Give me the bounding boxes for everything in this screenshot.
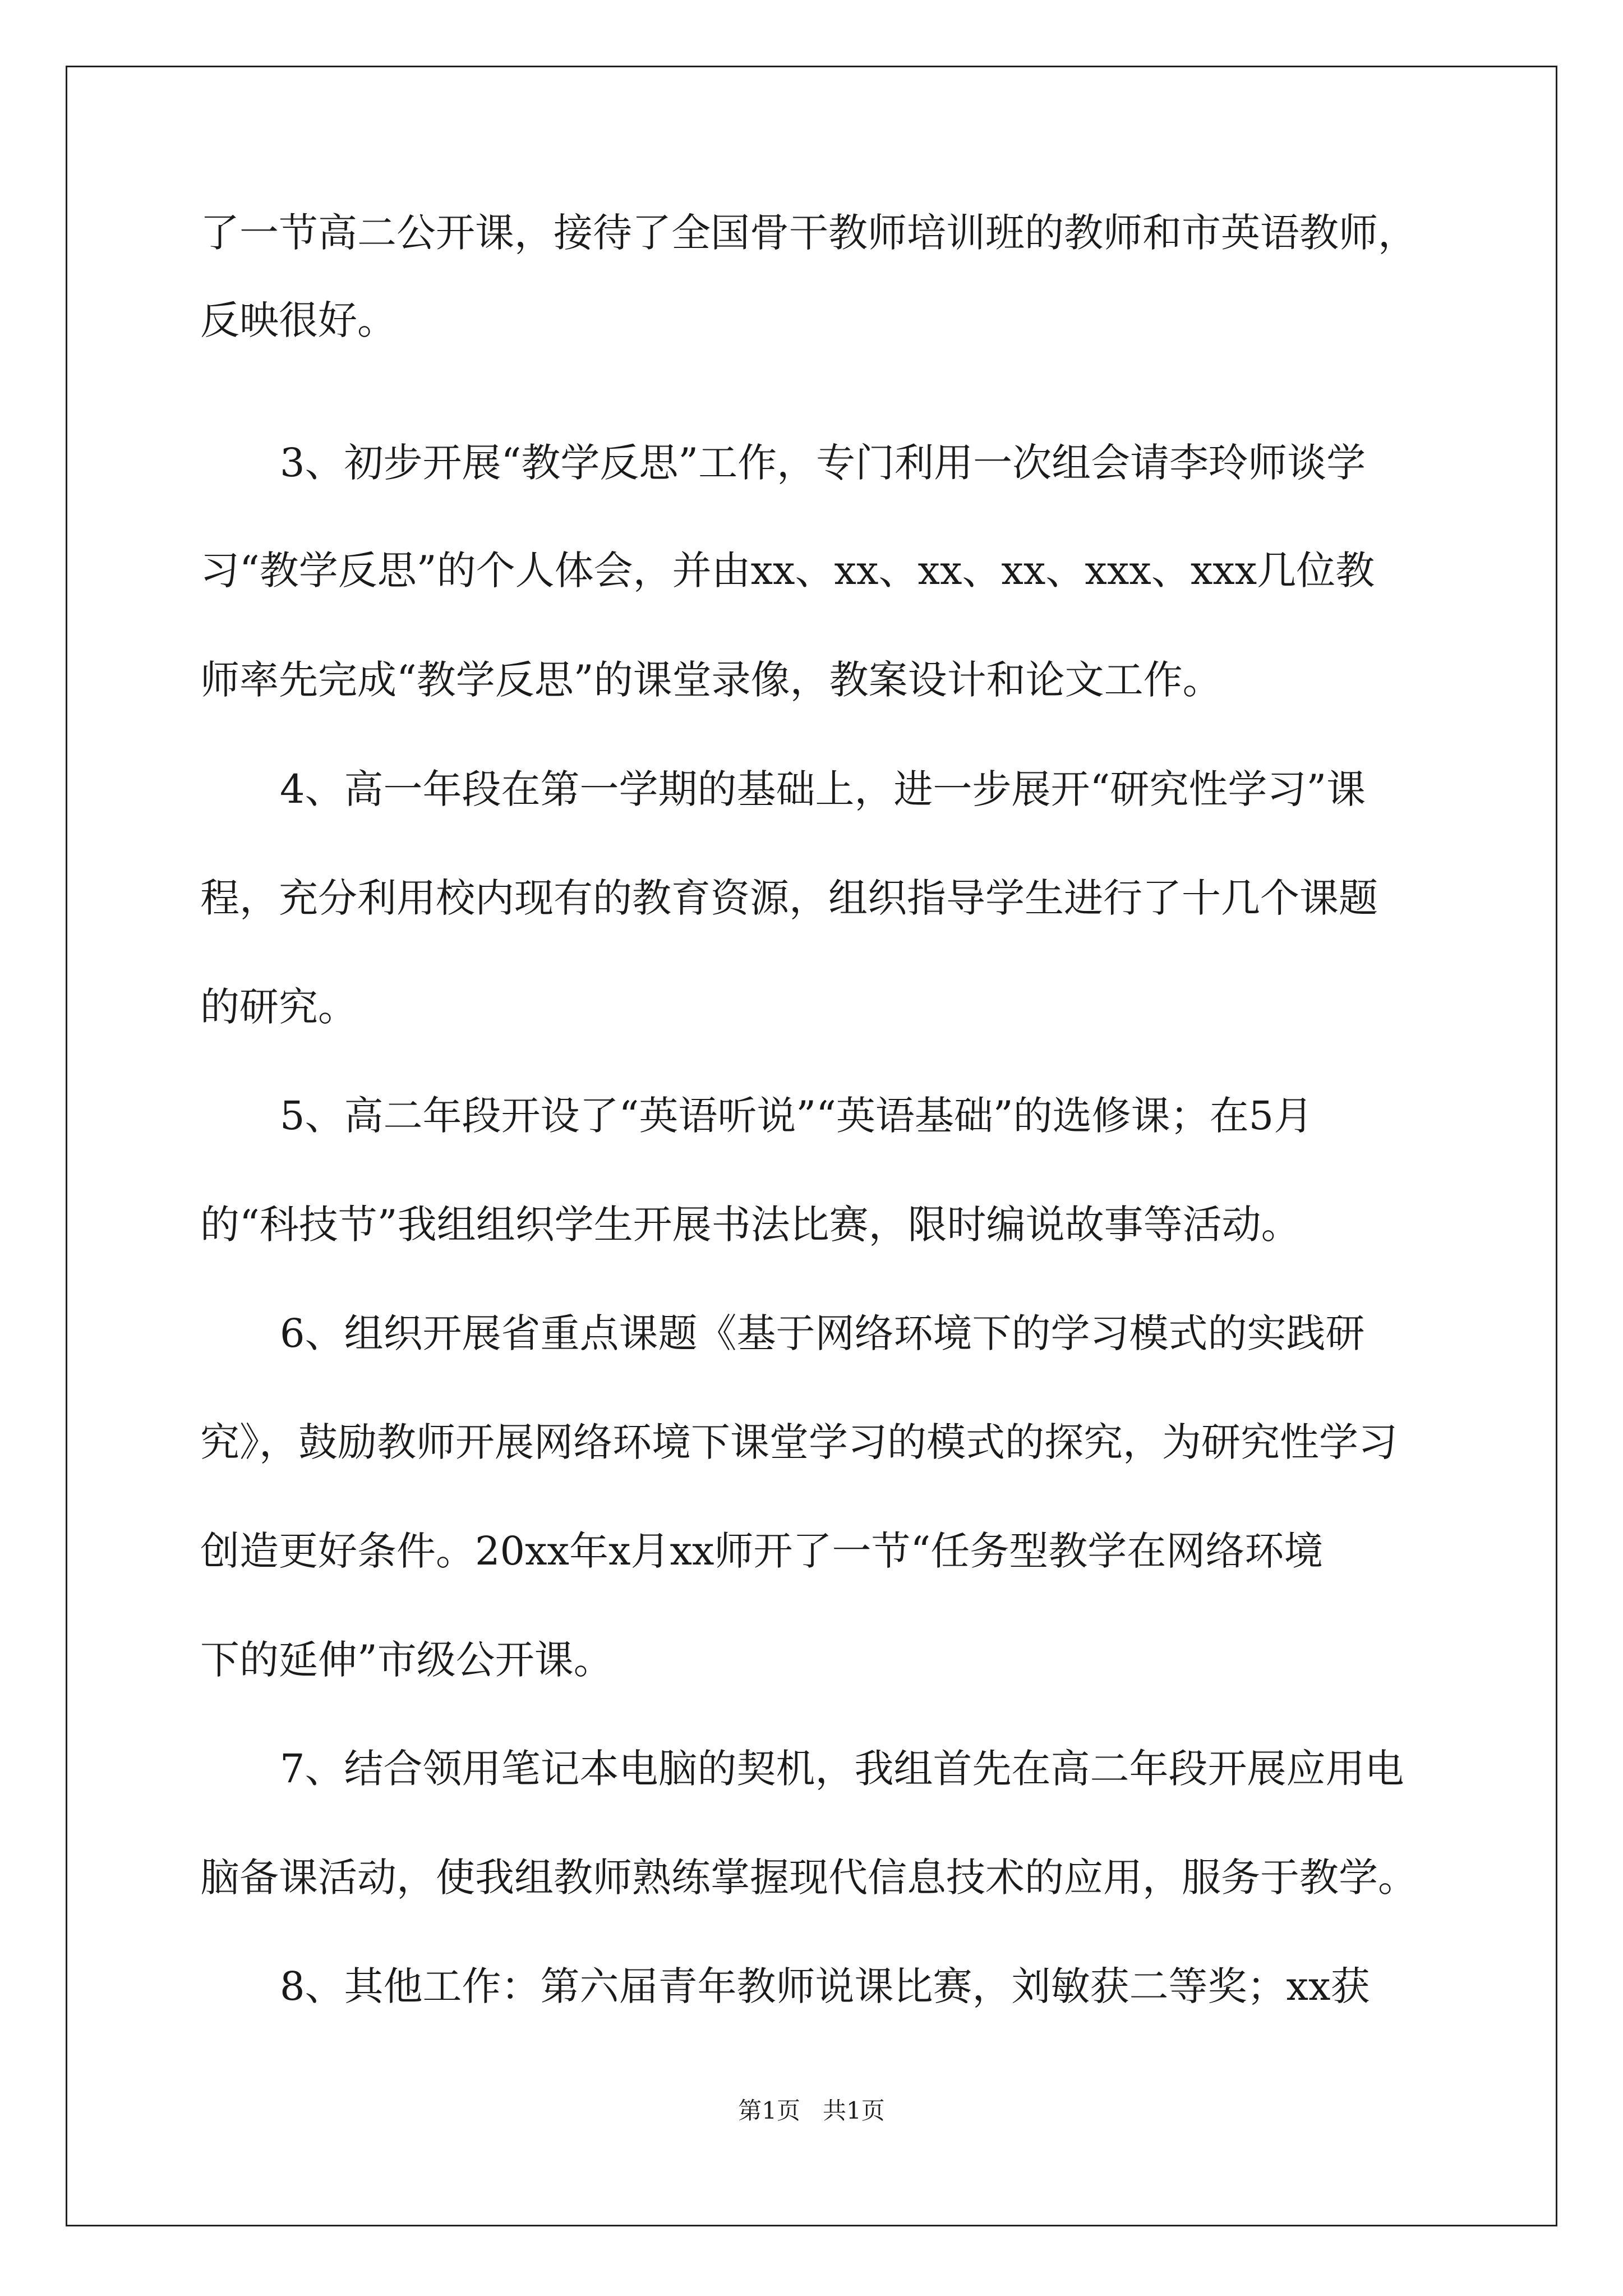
text-line: 了一节高二公开课，接待了全国骨干教师培训班的教师和市英语教师， — [200, 210, 1417, 256]
text-line: 习“教学反思”的个人体会，并由xx、xx、xx、xx、xxx、xxx几位教 — [200, 547, 1375, 593]
paragraph-7-line-1: 7、结合领用笔记本电脑的契机，我组首先在高二年段开展应用电 — [280, 1746, 1404, 1792]
paragraph-3-line-1: 3、初步开展“教学反思”工作，专门利用一次组会请李玲师谈学 — [280, 440, 1366, 486]
text-line: 脑备课活动，使我组教师熟练掌握现代信息技术的应用，服务于教学。 — [200, 1855, 1417, 1901]
paragraph-8-line-1: 8、其他工作：第六届青年教师说课比赛，刘敏获二等奖；xx获 — [280, 1963, 1370, 2009]
page-footer: 第1页 共1页 — [738, 2097, 885, 2124]
paragraph-5-line-1: 5、高二年段开设了“英语听说”“英语基础”的选修课；在5月 — [280, 1093, 1313, 1139]
text-line: 程，充分利用校内现有的教育资源，组织指导学生进行了十几个课题 — [200, 875, 1378, 921]
text-line: 的“科技节”我组组织学生开展书法比赛，限时编说故事等活动。 — [200, 1202, 1301, 1248]
text-line: 反映很好。 — [200, 297, 396, 343]
text-line: 的研究。 — [200, 984, 357, 1030]
text-line: 究》，鼓励教师开展网络环境下课堂学习的模式的探究，为研究性学习 — [200, 1419, 1398, 1465]
paragraph-4-line-1: 4、高一年段在第一学期的基础上，进一步展开“研究性学习”课 — [280, 766, 1366, 812]
text-line: 创造更好条件。20xx年x月xx师开了一节“任务型教学在网络环境 — [200, 1528, 1324, 1574]
text-line: 师率先完成“教学反思”的课堂录像，教案设计和论文工作。 — [200, 657, 1222, 703]
text-line: 下的延伸”市级公开课。 — [200, 1637, 613, 1683]
paragraph-6-line-1: 6、组织开展省重点课题《基于网络环境下的学习模式的实践研 — [280, 1310, 1365, 1356]
